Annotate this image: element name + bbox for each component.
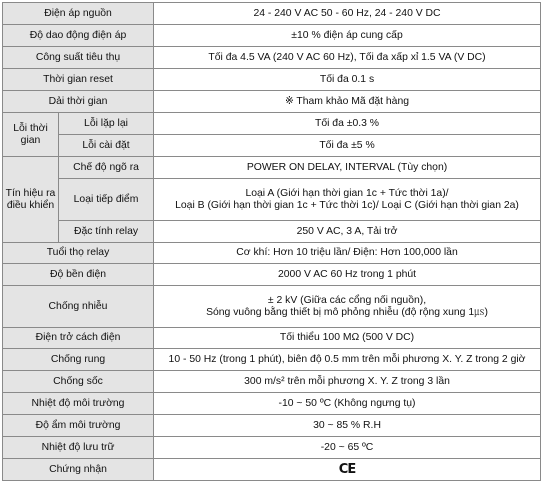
- time-range-label: Dải thời gian: [3, 91, 154, 113]
- insulation-value: Tối thiểu 100 MΩ (500 V DC): [154, 328, 541, 349]
- repeat-error-label: Lỗi lặp lại: [59, 113, 154, 135]
- vibration-value: 10 - 50 Hz (trong 1 phút), biên độ 0.5 mm trên mỗi phương X. Y. Z trong 2 giờ: [154, 349, 541, 371]
- table-row: [3, 264, 541, 286]
- storage-temperature-label: Nhiệt độ lưu trữ: [3, 437, 154, 459]
- table-row: [3, 179, 541, 221]
- setting-error-label: Lỗi cài đặt: [59, 135, 154, 157]
- time-range-value: ※ Tham khảo Mã đặt hàng: [154, 91, 541, 113]
- output-mode-label: Chế độ ngõ ra: [59, 157, 154, 179]
- shock-value: 300 m/s² trên mỗi phương X. Y. Z trong 3 lần: [154, 371, 541, 393]
- noise-immunity-line-2: Sóng vuông bằng thiết bị mô phỏng nhiễu (độ rộng xung 1㎲): [206, 306, 488, 318]
- dielectric-label: Độ bền điện: [3, 264, 154, 286]
- output-mode-value: POWER ON DELAY, INTERVAL (Tùy chọn): [154, 157, 541, 179]
- reset-time-value: Tối đa 0.1 s: [154, 69, 541, 91]
- table-row: [3, 69, 541, 91]
- table-row: [3, 393, 541, 415]
- reset-time-label: Thời gian reset: [3, 69, 154, 91]
- ambient-humidity-value: 30 ~ 85 % R.H: [154, 415, 541, 437]
- ambient-humidity-label: Độ ẩm môi trường: [3, 415, 154, 437]
- output-signal-label: Tín hiệu ra điều khiển: [3, 157, 59, 243]
- table-row: [3, 286, 541, 328]
- table-row: [3, 415, 541, 437]
- relay-rating-label: Đặc tính relay: [59, 221, 154, 243]
- noise-immunity-value: [154, 286, 541, 328]
- table-row: [3, 437, 541, 459]
- power-voltage-value: 24 - 240 V AC 50 - 60 Hz, 24 - 240 V DC: [154, 3, 541, 25]
- table-row: [3, 349, 541, 371]
- noise-immunity-label: Chống nhiễu: [3, 286, 154, 328]
- ambient-temperature-label: Nhiệt độ môi trường: [3, 393, 154, 415]
- relay-life-label: Tuổi thọ relay: [3, 243, 154, 264]
- table-row: [3, 25, 541, 47]
- table-row: [3, 47, 541, 69]
- certification-value: [154, 459, 541, 481]
- contact-type-line-1: Loại A (Giới hạn thời gian 1c + Tức thời 1a)/: [245, 187, 449, 199]
- specification-table: [2, 2, 541, 481]
- contact-type-value: [154, 179, 541, 221]
- table-row: [3, 243, 541, 264]
- ambient-temperature-value: -10 ~ 50 ºC (Không ngưng tụ): [154, 393, 541, 415]
- table-row: [3, 371, 541, 393]
- power-consumption-value: Tối đa 4.5 VA (240 V AC 60 Hz), Tối đa xấp xỉ 1.5 VA (V DC): [154, 47, 541, 69]
- shock-label: Chống sốc: [3, 371, 154, 393]
- setting-error-value: Tối đa ±5 %: [154, 135, 541, 157]
- table-row: [3, 459, 541, 481]
- voltage-fluctuation-value: ±10 % điện áp cung cấp: [154, 25, 541, 47]
- table-row: [3, 91, 541, 113]
- storage-temperature-value: -20 ~ 65 ºC: [154, 437, 541, 459]
- vibration-label: Chống rung: [3, 349, 154, 371]
- table-row: [3, 113, 541, 135]
- table-row: [3, 3, 541, 25]
- power-voltage-label: Điện áp nguồn: [3, 3, 154, 25]
- contact-type-line-2: Loại B (Giới hạn thời gian 1c + Tức thời 1c)/ Loại C (Giới hạn thời gian 2a): [175, 199, 519, 211]
- power-consumption-label: Công suất tiêu thụ: [3, 47, 154, 69]
- voltage-fluctuation-label: Độ dao động điện áp: [3, 25, 154, 47]
- table-row: [3, 135, 541, 157]
- insulation-label: Điện trở cách điện: [3, 328, 154, 349]
- dielectric-value: 2000 V AC 60 Hz trong 1 phút: [154, 264, 541, 286]
- table-row: [3, 157, 541, 179]
- certification-label: Chứng nhận: [3, 459, 154, 481]
- contact-type-label: Loại tiếp điểm: [59, 179, 154, 221]
- repeat-error-value: Tối đa ±0.3 %: [154, 113, 541, 135]
- relay-life-value: Cơ khí: Hơn 10 triệu lần/ Điện: Hơn 100,000 lần: [154, 243, 541, 264]
- table-row: [3, 221, 541, 243]
- time-error-label: Lỗi thời gian: [3, 113, 59, 157]
- ce-mark-icon: CE: [338, 461, 356, 477]
- noise-immunity-line-1: ± 2 kV (Giữa các cổng nối nguồn),: [267, 294, 427, 306]
- relay-rating-value: 250 V AC, 3 A, Tải trở: [154, 221, 541, 243]
- table-row: [3, 328, 541, 349]
